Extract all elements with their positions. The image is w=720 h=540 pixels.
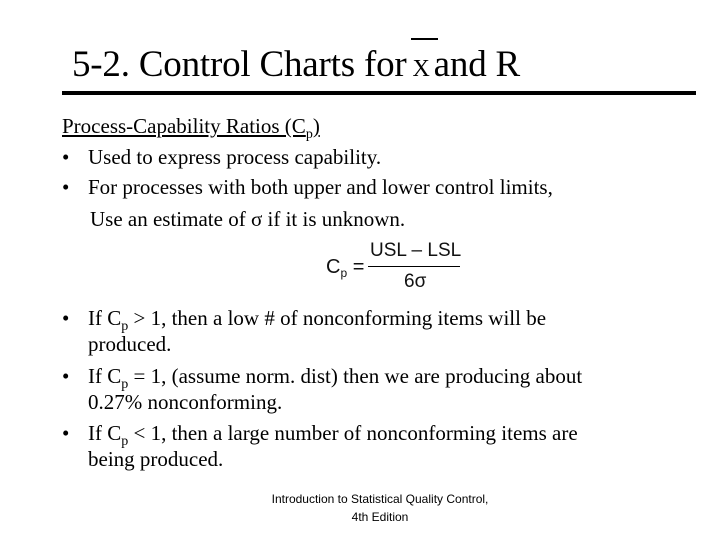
title-underline-divider: [62, 91, 696, 95]
x-bar-symbol: X: [413, 44, 430, 94]
title-suffix: and R: [433, 44, 521, 85]
fraction-bar: [368, 266, 460, 267]
slide-title: [72, 40, 520, 94]
formula-denominator: 6σ: [404, 271, 427, 292]
footer-line-1: Introduction to Statistical Quality Control,: [271, 492, 489, 506]
heading-subscript: p: [305, 127, 313, 142]
footer-line-2: 4th Edition: [351, 510, 409, 524]
bullet-marker: •: [62, 364, 70, 388]
bullet-continuation: being produced.: [88, 447, 224, 471]
formula-numerator: USL – LSL: [370, 240, 462, 261]
bullet-marker: •: [62, 421, 70, 445]
bullet-text-express: Used to express process capability.: [88, 145, 382, 169]
bullet-text-cp-less: If $C_p < 1$, then a large number of nonconforming items are: [88, 421, 578, 449]
bullet-continuation: 0.27% nonconforming.: [88, 390, 283, 414]
bullet-marker: •: [62, 175, 70, 199]
bullet-text-limits: For processes with both upper and lower control limits,: [88, 175, 553, 199]
bullet-text-cp-greater: If $C_p > 1$, then a low # of nonconforming items will be: [88, 306, 547, 334]
bullet-text-cp-equal: If $C_p = 1$, (assume norm. dist) then we are producing about: [88, 364, 583, 392]
estimate-line: Use an estimate of σ if it is unknown.: [90, 207, 406, 231]
bullet-marker: •: [62, 306, 70, 330]
slide-footer: [220, 490, 540, 526]
formula-lhs: $C_p$ =: [326, 256, 365, 280]
section-heading: Process-Capability Ratios $(C_p)$: [62, 114, 320, 142]
bullet-marker: •: [62, 145, 70, 169]
title-prefix: 5-2. Control Charts for: [72, 44, 407, 85]
cp-formula: [326, 238, 476, 298]
bullet-continuation: produced.: [88, 332, 172, 356]
